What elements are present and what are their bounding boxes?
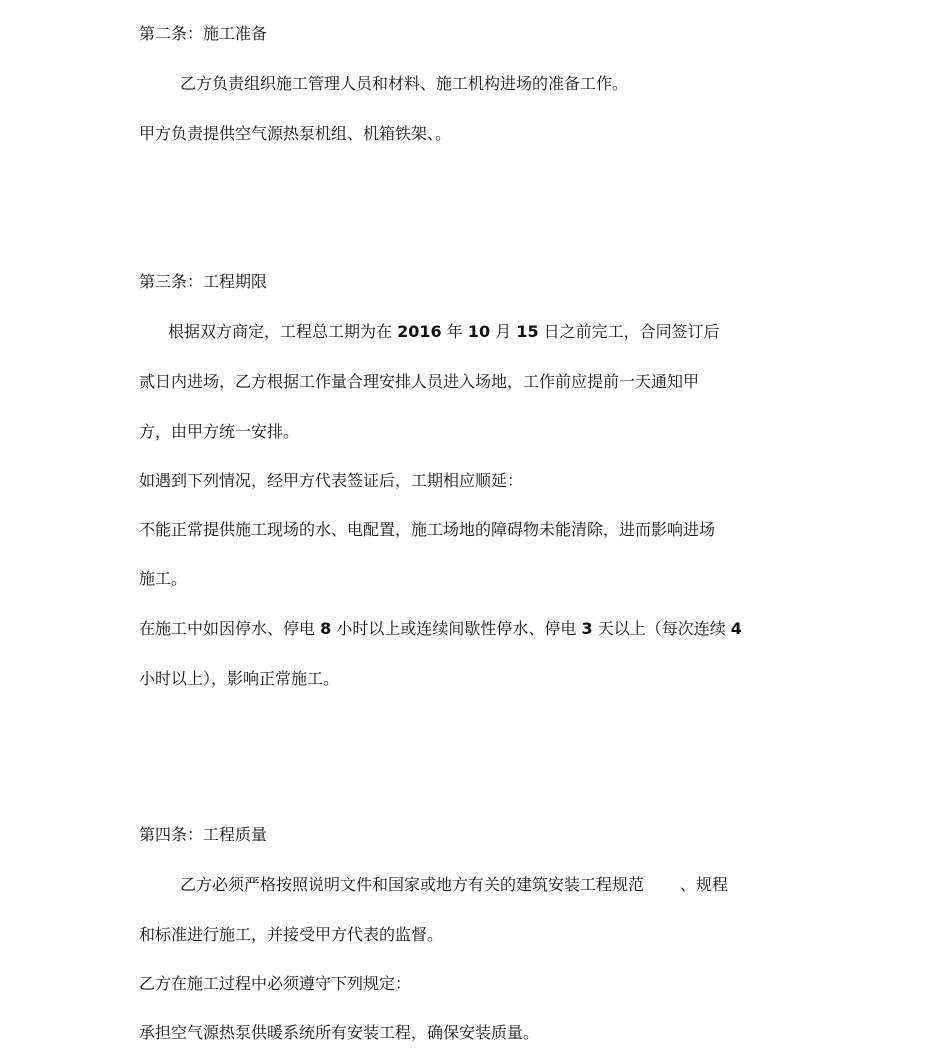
section-4-paragraph-2: 和标准进行施工，并接受甲方代表的监督。 xyxy=(139,925,444,944)
section-3-paragraph-1: 根据双方商定，工程总工期为在 2016 年 10 月 15 日之前完工，合同签订后 xyxy=(168,322,720,341)
section-2-paragraph-1: 乙方负责组织施工管理人员和材料、施工机构进场的准备工作。 xyxy=(180,74,629,93)
completion-year: 2016 xyxy=(397,322,442,341)
section-4-paragraph-1: 乙方必须严格按照说明文件和国家或地方有关的建筑安装工程规范 、规程 xyxy=(180,875,729,894)
outage-days: 3 xyxy=(581,619,593,638)
outage-hours: 8 xyxy=(320,619,332,638)
section-3-heading: 第三条：工程期限 xyxy=(139,272,268,291)
section-3-paragraph-8: 小时以上），影响正常施工。 xyxy=(139,669,340,688)
section-3-paragraph-7: 在施工中如因停水、停电 8 小时以上或连续间歇性停水、停电 3 天以上（每次连续 4 xyxy=(139,619,742,638)
section-3-paragraph-5: 不能正常提供施工现场的水、电配置，施工场地的障碍物未能清除，进而影响进场 xyxy=(139,520,716,539)
section-4-paragraph-3: 乙方在施工过程中必须遵守下列规定： xyxy=(139,974,412,993)
completion-day: 15 xyxy=(516,322,539,341)
outage-hours-2: 4 xyxy=(730,619,742,638)
section-2-heading: 第二条：施工准备 xyxy=(139,24,268,43)
section-3-paragraph-6: 施工。 xyxy=(139,569,188,588)
section-2-paragraph-2: 甲方负责提供空气源热泵机组、机箱铁架、。 xyxy=(139,124,452,143)
section-3-paragraph-3: 方，由甲方统一安排。 xyxy=(139,422,300,441)
completion-month: 10 xyxy=(467,322,491,341)
section-3-paragraph-4: 如遇到下列情况，经甲方代表签证后，工期相应顺延： xyxy=(139,471,524,490)
section-4-paragraph-4: 承担空气源热泵供暖系统所有安装工程，确保安装质量。 xyxy=(139,1023,540,1042)
section-3-paragraph-2: 贰日内进场，乙方根据工作量合理安排人员进入场地，工作前应提前一天通知甲 xyxy=(139,372,700,391)
section-4-heading: 第四条：工程质量 xyxy=(139,825,268,844)
